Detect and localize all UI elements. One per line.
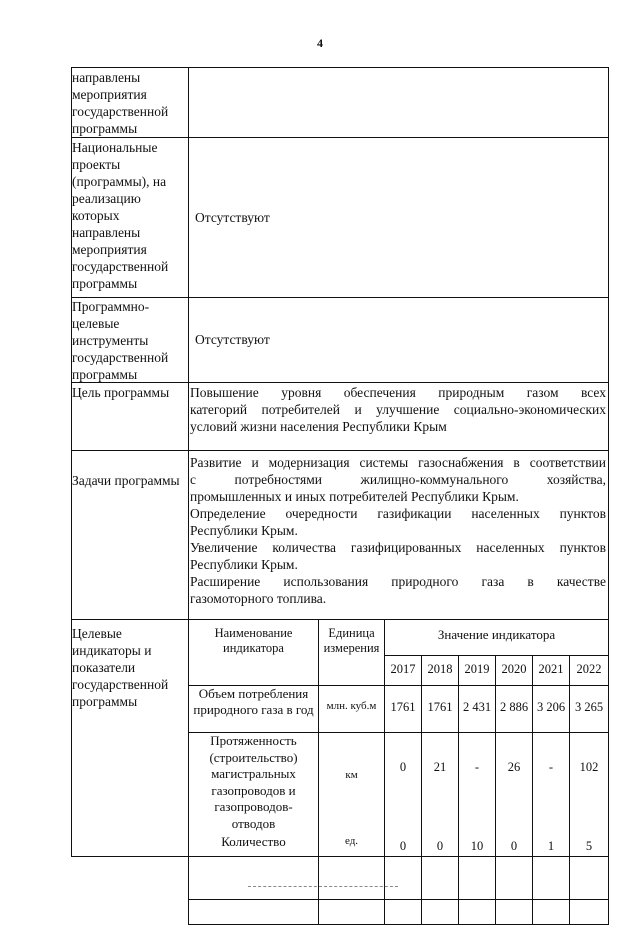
indicator-unit: млн. куб.м xyxy=(326,700,377,712)
indicator-value: 2 886 xyxy=(499,700,529,714)
row-label-indicators: Целевые индикаторы и показатели государственной программы xyxy=(72,626,169,709)
indicator-value: 0 xyxy=(436,839,444,853)
indicator-value: - xyxy=(548,760,554,774)
task-line: Увеличение количества газифицированных населенных пунктов xyxy=(190,540,606,555)
indicator-name: Количество xyxy=(221,834,286,849)
indicator-value: 0 xyxy=(510,839,518,853)
indicator-value: 5 xyxy=(585,839,593,853)
row-label-program-tools: Программно-целевые инструменты государственной программы xyxy=(72,299,169,382)
task-line: Республики Крым. xyxy=(190,523,298,538)
indicator-row-cell xyxy=(569,732,609,900)
row-label-goal: Цель программы xyxy=(72,385,170,400)
task-line: Республики Крым. xyxy=(190,557,298,572)
task-line: промышленных и иных потребителей Республики Крым. xyxy=(190,489,519,504)
year-label: 2017 xyxy=(390,662,416,676)
indicator-row-cell xyxy=(569,899,609,925)
header-indicator-name: Наименование индикатора xyxy=(214,626,293,655)
indicator-value: 3 265 xyxy=(574,700,604,714)
indicator-row-cell xyxy=(532,732,570,900)
year-label: 2022 xyxy=(576,662,602,676)
year-label: 2020 xyxy=(501,662,527,676)
year-label: 2018 xyxy=(427,662,453,676)
indicator-name: Протяженность (строительство) магистральных газопроводов и газопроводов-отводов xyxy=(209,733,298,831)
indicator-value: 0 xyxy=(399,839,407,853)
indicator-value: 10 xyxy=(470,839,484,853)
indicator-unit: км xyxy=(345,769,358,781)
indicator-row-cell xyxy=(532,899,570,925)
indicator-value: 2 431 xyxy=(462,700,492,714)
task-line: газомоторного топлива. xyxy=(190,591,327,606)
indicator-value: 3 206 xyxy=(536,700,566,714)
indicator-value: - xyxy=(474,760,480,774)
task-line: Расширение использования природного газа в качестве xyxy=(190,574,606,589)
year-label: 2019 xyxy=(464,662,490,676)
indicator-value: 1761 xyxy=(427,700,453,714)
row-value-tasks xyxy=(190,454,606,607)
row-label-measures: направлены мероприятия государственной программы xyxy=(72,70,169,136)
indicator-value: 26 xyxy=(507,760,521,774)
row-value-program-tools: Отсутствуют xyxy=(195,332,270,347)
task-line: Развитие и модернизация системы газоснабжения в соответствии xyxy=(190,455,606,470)
indicator-row-cell xyxy=(188,899,319,925)
task-line: с потребностями жилищно-коммунального хозяйства, xyxy=(190,472,606,487)
header-indicator-value: Значение индикатора xyxy=(437,627,556,642)
year-label: 2021 xyxy=(538,662,564,676)
indicator-row-cell xyxy=(495,899,533,925)
page-edge-artifact xyxy=(248,886,398,887)
row-value-goal xyxy=(190,384,606,435)
indicator-value: 102 xyxy=(579,760,599,774)
indicator-row-cell xyxy=(495,732,533,900)
indicator-name: Объем потребления природного газа в год xyxy=(193,686,314,717)
passport-table xyxy=(71,67,609,857)
indicator-row-cell xyxy=(421,899,459,925)
row-label-national-projects: Национальные проекты (программы), на реализацию которых направлены мероприятия государственной программы xyxy=(72,140,169,291)
row-value-national-projects: Отсутствуют xyxy=(195,210,270,225)
indicator-row-cell xyxy=(318,899,385,925)
indicator-value: 0 xyxy=(399,760,407,774)
row-divider xyxy=(71,450,609,451)
page-number: 4 xyxy=(317,36,323,50)
indicator-row-cell xyxy=(384,732,422,900)
indicator-row-cell xyxy=(458,732,496,900)
indicator-value: 1 xyxy=(547,839,555,853)
indicator-row-cell xyxy=(421,732,459,900)
goal-line: Повышение уровня обеспечения природным газом всех xyxy=(190,385,606,400)
row-label-tasks: Задачи программы xyxy=(72,473,180,488)
indicator-unit: ед. xyxy=(344,835,359,847)
task-line: Определение очередности газификации населенных пунктов xyxy=(190,506,606,521)
goal-line: категорий потребителей и улучшение социально-экономических xyxy=(190,402,606,417)
indicator-value: 1761 xyxy=(390,700,416,714)
indicator-value: 21 xyxy=(433,760,447,774)
row-divider xyxy=(71,67,609,68)
indicator-row-cell xyxy=(384,899,422,925)
indicator-row-cell xyxy=(318,732,385,900)
header-unit: Единица измерения xyxy=(323,626,380,655)
goal-line: условий жизни населения Республики Крым xyxy=(190,419,447,434)
row-divider xyxy=(71,137,609,138)
indicator-row-cell xyxy=(458,899,496,925)
